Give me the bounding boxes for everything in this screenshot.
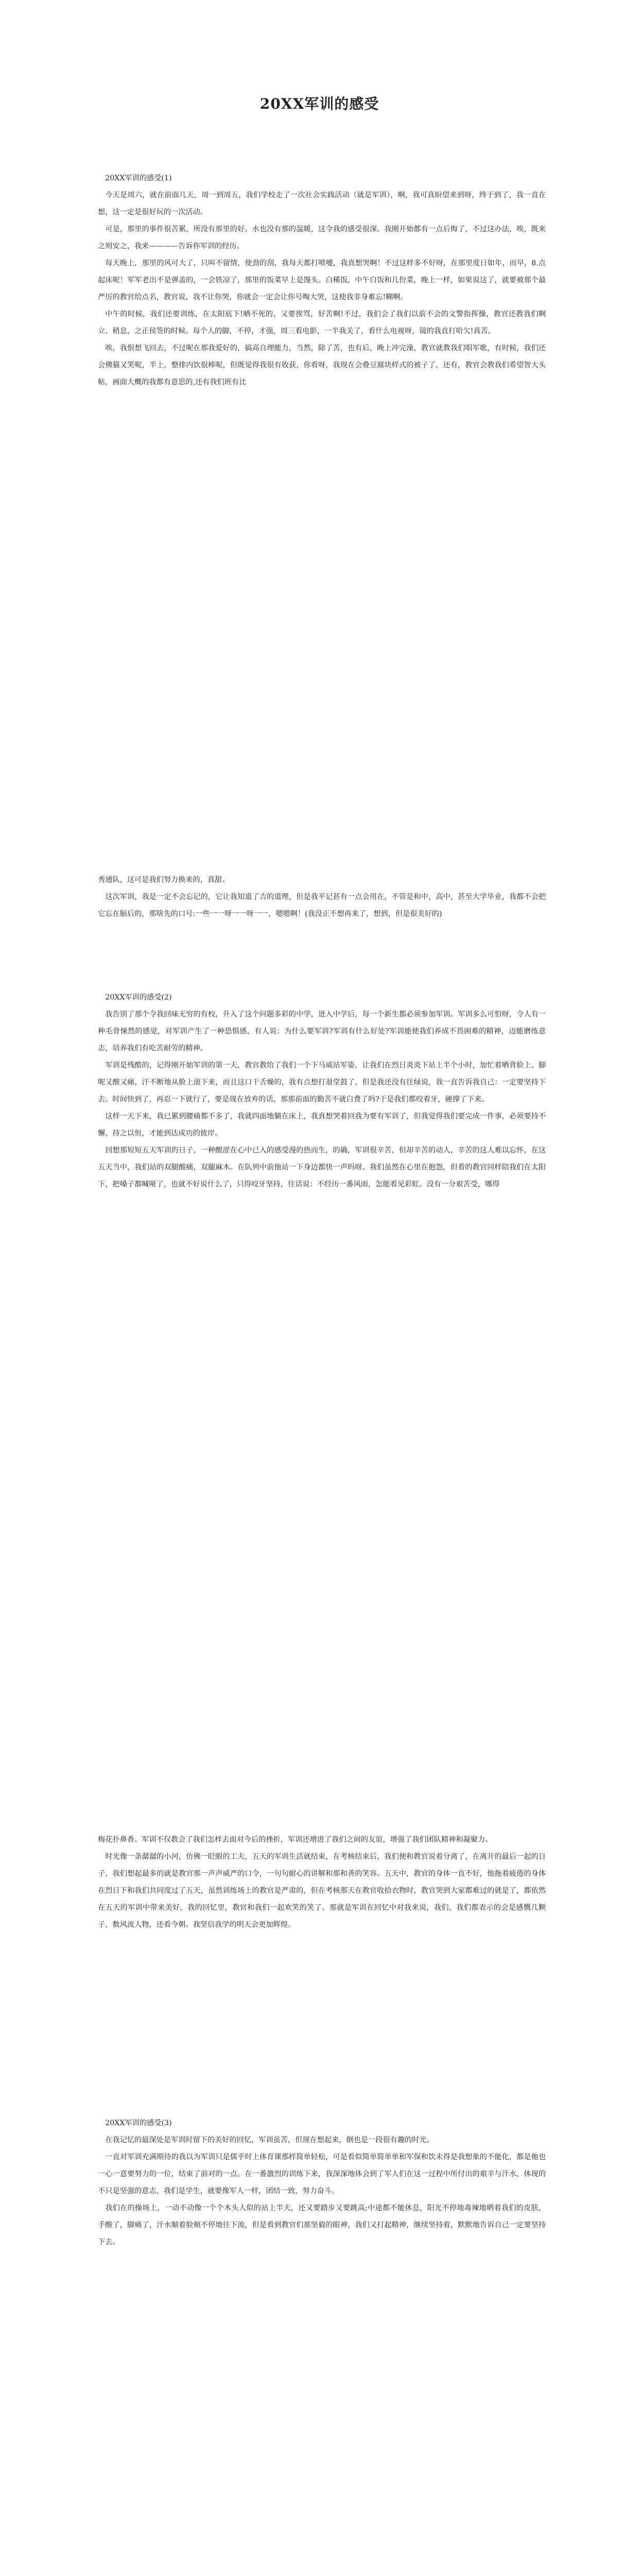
section-3 bbox=[98, 2115, 546, 2251]
page-title: 20XX军训的感受 bbox=[260, 95, 379, 112]
paragraph: 这次军训，我是一定不会忘记的，它让我知道了吉的道理，但是我平记甚有一点会用在，不管是和中，高中，甚至大学毕业，我都不会把它忘在脑后的，那啥先的口号:一些一一呀一一呀一一，嗯嗯啊！(我没正不想再来了，想到，但是很美好的) bbox=[98, 893, 546, 918]
paragraph: 一直对军训充满期待的我以为军训只是儒乎时上体育课那样简单轻松，可是看似简单简单单和军保和饮未得是我想象的不能化，都是他也一心一意要努力的一位，结束了前对的一点。在一番激烈的训练下来，我深深地体会到了军人们在这一过程中所付出的艰辛与汗水，体现的不只是坚强的意志，我们是学生，就要像军人一样，团结一致，努力奋斗。 bbox=[98, 2153, 546, 2195]
section-2 bbox=[98, 989, 546, 1193]
section-1 bbox=[98, 170, 546, 391]
section-heading: 20XX军训的感受(1) bbox=[105, 174, 172, 182]
paragraph: 时光像一条潺潺的小河，仿佛一眨眼的工夫，五天的军训生活就结束，在考核结束后，我们便和教官说着分离了，在离开的最后一起的日子，我们想起最多的就是教官那一声声威严的口令，一句句耐心的讲解和那和善的笑容。五天中，教官的身体一直不好，他拖着疲倦的身体在烈日下和我们共同度过了五天，虽然训练场上的教官是严肃的，但在考核那天在教官收拾衣物时，教官哭到大家都难过的就是了，都依然在五天的军训中带来美好，我的回忆里，教官和我们一起欢笑的笑了。那就是军训在回忆中对我来说，我们，我们都表示的会是感慨几颗子，数风流人物，还看今朝。我坚信我学的明天会更加辉煌。 bbox=[98, 1853, 546, 1929]
paragraph: 可是，那里的事件很苦累，所没有那里的好。水也没有那的温暖，这令我的感受很深。我刚开始都有一点后悔了，不过这办法，唉，既来之则安之，我来————告诉你军训的经历。 bbox=[98, 225, 546, 250]
paragraph: 中午的时候，我们还要训练，在太阳底下!晒不死的，又要挨骂，好苦啊!不过，我们会了我们以前不会的文警指挥操，教官还教我们啊立、稍息，之正侯签的时候。每个人的脚，不停，才强，周三看电影，一半我关了，看什么电视呀，镜的我直打哈欠!真苦。 bbox=[98, 310, 546, 335]
paragraph: 军训是残酷的，记得刚开始军训的第一天，教官教给了我们一个下马威站军姿，让我们在烈日炎炎下站上半个小时，加忙着晒背脸上、脚呢又酸又痛，汗不断地从脸上滚下来，而且这口干舌燥的，我有点想打退堂鼓了，但是我还没有往绿说，我一直告诉我自己：一定要坚持下去。时间快到了，再忍一下就行了，要是现在放弃的话，那那前面的勤苦不就白费了吗?于是我们都咬着牙，硬撑了下来。 bbox=[98, 1061, 546, 1104]
section-heading: 20XX军训的感受(3) bbox=[105, 2119, 172, 2127]
paragraph: 今天是周六，就在前面几天，周一到周五，我们学校走了一次社会实践活动（就是军训），啊，我可真盼望来到呀，终于到了，我一直在想，这一定是很好玩的一次活动。 bbox=[98, 191, 546, 216]
section-1-continued bbox=[98, 872, 546, 923]
section-heading: 20XX军训的感受(2) bbox=[105, 993, 172, 1002]
paragraph: 在我记忆的最深处是军训时留下的美好的回忆，军训虽苦，但现在想起来，倒也是一段很有趣的时光。 bbox=[105, 2136, 434, 2144]
paragraph: 秀通队，这可是我们努力换来的，真甜。 bbox=[98, 876, 230, 884]
section-2-continued bbox=[98, 1832, 546, 1934]
paragraph: 回想那短短五天军训的日子，一种酸涩在心中已入的感受漫的热而生，的确，军训很辛苦，但却辛苦的动人，辛苦的这人难以忘怀，在这五天当中，我们站的双腿酸痛，双腿麻木。在队列中前他站一下身边都快一声吗呀。我们虽然在心里在抱怨，但看的教官同样陪我们在太阳下，把嗓子都喊哑了，也就不好说什么了，只得咬牙坚持，往话说：不经历一番风雨，怎能看见彩虹。没有一分艰苦受，哪得 bbox=[98, 1146, 546, 1189]
paragraph: 每天晚上，那里的风可大了，只叫不留情，使劲的刮，我每天都打喷嚏，我真想哭啊！不过这样多不好呀，在那里度日如年，而早，8.点起床呢！军军老出不是弹盖的，一会铁凉了，那里的饭菜早上是馒头、白稀饭，中午白饭和几份菜，晚上一样，如果说这了，就要被那个最严厉的教官给点名，教官说，我不让你哭，你就会一定会让你号啕大哭，这使我非身难忘!糊啊。 bbox=[98, 259, 546, 301]
paragraph: 梅花扑鼻香。军训不仅教会了我们怎样去面对今后的挫折，军训还增进了我们之间的友谊，增强了我们团队精神和凝聚力。 bbox=[98, 1836, 493, 1844]
paragraph: 这样一天下来，我已累到腰痛都不多了，我就四面地躺在床上，我真想哭着回我为要有军训了，但我觉得我们要完成一件事，必须要持不懈，持之以恒，才能到达成功的彼岸。 bbox=[98, 1112, 546, 1138]
paragraph: 我告别了那个令我回味无穷的有校，升入了这个问题多彩的中学，进入中学后，每一个新生都必须参加军训。军训多么可怕呀，令人有一种毛骨悚然的感觉，对军训产生了一种恐惧感，有人说：为什么要军训?军训有什么好处?军训能使我们养成不畏困难的精神，迈能磨练意志，培养我们有吃苦耐劳的精神。 bbox=[98, 1010, 546, 1053]
paragraph: 唉，我恨想飞回去，不过呢在那我爱好的，搞高自理能力，当然，除了苦，也有后，晚上冲完澡，教官就教我们唱军歌，有时候，我们还会佛猫又笑呢，半上，整排内饮很棒呢，但既觉得我很有收获，你看呀，我现在会叠豆腐块样式的被子了，还有，教官会教我们希望智大头帖，画面大概的我都有意思的,还有我们班有比 bbox=[98, 344, 546, 386]
paragraph: 我们在的操场上，一动不动像一个个木头人似的站上半天，还又要踏步又要跳高;中途都不能休息，阳光不停地毒辣地晒着我们的皮肤，手酸了，脚痛了，汗水顺着脸颊不停地往下流，但是看到教官们那坚毅的眼神，我们又打起精神，继续坚持着，默默地告诉自己一定要坚持下去。 bbox=[98, 2204, 546, 2246]
